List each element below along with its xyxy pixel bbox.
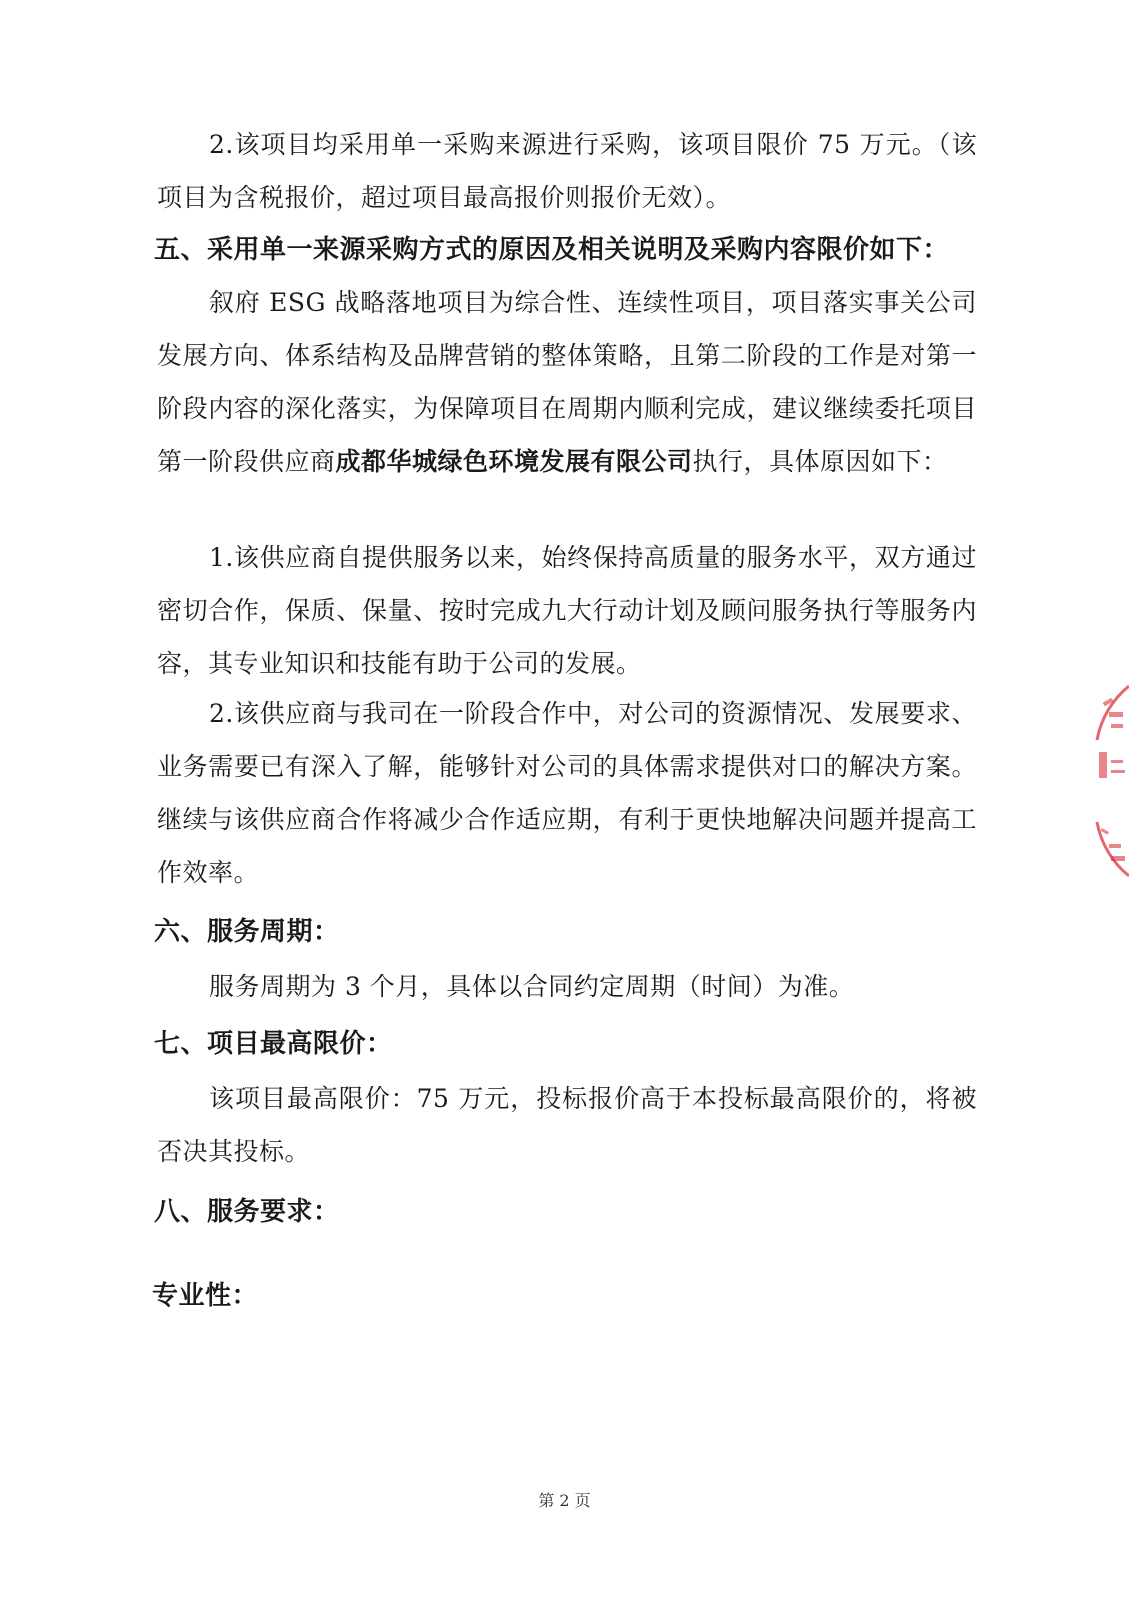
paragraph-sole-source-reason [157, 276, 977, 488]
section-5-title: 五、采用单一来源采购方式的原因及相关说明及采购内容限价如下： [154, 235, 950, 265]
paragraph-item-2-budget: 2.该项目均采用单一采购来源进行采购，该项目限价 75 万元。（该项目为含税报价，超过项目最高报价则报价无效）。 [157, 130, 977, 212]
section-6-title: 六、服务周期： [154, 917, 340, 947]
reason-text-after: 执行，具体原因如下： [692, 447, 948, 476]
supplier-name: 成都华城绿色环境发展有限公司 [335, 447, 693, 476]
section-7-title: 七、项目最高限价： [154, 1029, 393, 1059]
page-number: 第 2 页 [538, 1491, 591, 1510]
section-8-title: 八、服务要求： [154, 1197, 340, 1227]
paragraph-reason-1: 1.该供应商自提供服务以来，始终保持高质量的服务水平，双方通过密切合作，保质、保量、按时完成九大行动计划及顾问服务执行等服务内容，其专业知识和技能有助于公司的发展。 [157, 543, 977, 678]
reason-text-before: 叙府 ESG 战略落地项目为综合性、连续性项目，项目落实事关公司发展方向、体系结构及品牌营销的整体策略，且第二阶段的工作是对第一阶段内容的深化落实，为保障项目在周期内顺利完成，建议继续委托项目第一阶段供应商 [157, 288, 977, 476]
paragraph-service-period: 服务周期为 3 个月，具体以合同约定周期（时间）为准。 [209, 972, 855, 1001]
paragraph-reason-2: 2.该供应商与我司在一阶段合作中，对公司的资源情况、发展要求、业务需要已有深入了解，能够针对公司的具体需求提供对口的解决方案。继续与该供应商合作将减少合作适应期，有利于更快地解决问题并提高工作效率。 [157, 699, 977, 887]
paragraph-max-price: 该项目最高限价：75 万元，投标报价高于本投标最高限价的，将被否决其投标。 [157, 1084, 977, 1166]
seal-stamp-icon [1089, 680, 1129, 880]
subsection-professionalism: 专业性： [152, 1281, 259, 1311]
